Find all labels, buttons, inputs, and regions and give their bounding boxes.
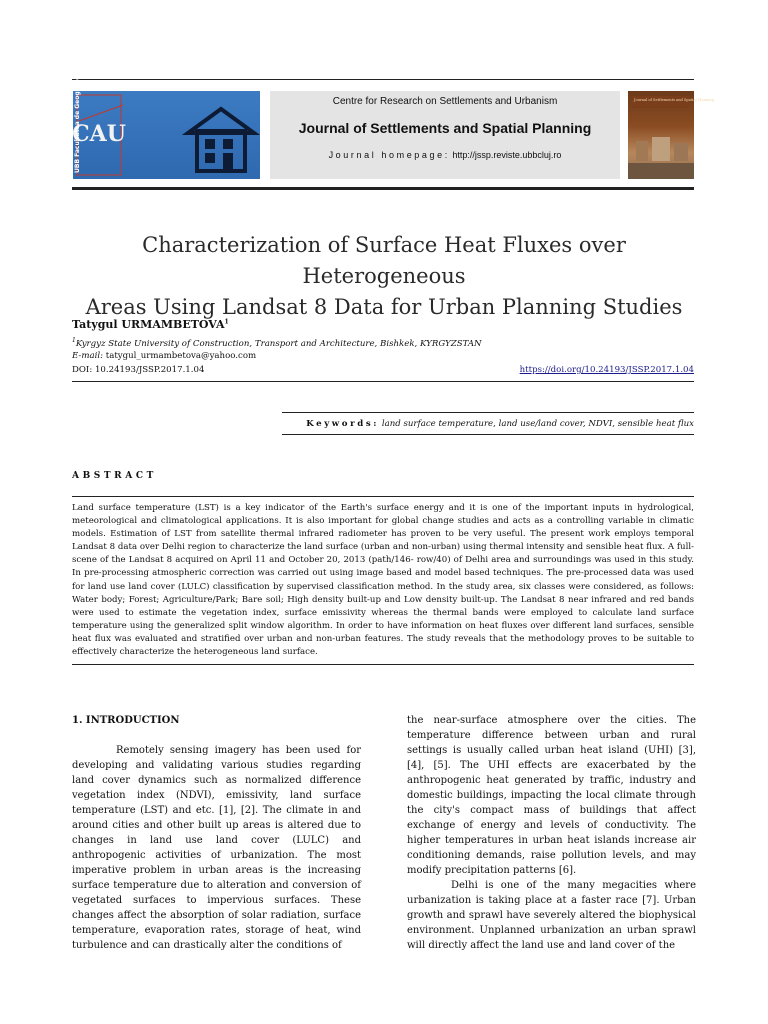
keywords [306,419,694,429]
abstract-top-rule [72,496,694,497]
section-heading-introduction: 1. INTRODUCTION [72,715,180,726]
homepage-url[interactable]: http://jssp.reviste.ubbcluj.ro [452,150,562,160]
intro-paragraph-1: Remotely sensing imagery has been used for developing and validating various studies regarding land cover dynamics such as normalized difference vegetation index (NDVI), emissivity, land surface temperature (LST) and etc. [1], [2]. The climate in and around cities and other built up areas is altered due to changes in land use land cover (LULC) and anthropogenic activities of urbanization. The most imperative problem in urban areas is the increasing surface temperature due to alteration and conversion of vegetated surfaces to impervious surfaces. These changes affect the absorption of solar radiation, surface temperature, evaporation rates, storage of heat, wind turbulence and can drastically alter the conditions of [72,745,361,951]
paper-title-line1: Characterization of Surface Heat Fluxes over Heterogeneous [142,233,626,288]
keywords-list: land surface temperature, land use/land cover, NDVI, sensible heat flux [381,419,694,429]
cau-logo-graphic [72,31,260,179]
author-superscript: 1 [224,318,229,326]
affiliation-superscript: 1 [72,337,76,344]
journal-header [270,91,620,179]
intro-paragraph-2: the near-surface atmosphere over the cities. The temperature difference between urban and rural settings is usually called urban heat island (UHI) [3], [4], [5]. The UHI effects are exacerbated by the anthropogenic heat generated by traffic, industry and domestic buildings, impacting the local climate through the city's compact mass of buildings that affect exchange of energy and levels of conductivity. The higher temperatures in urban heat islands increase air conditioning demands, raise pollution levels, and may modify precipitation patterns [6]. [407,715,696,876]
paper-title-line2: Areas Using Landsat 8 Data for Urban Planning Studies [85,295,683,319]
keywords-top-rule [282,412,694,413]
journal-homepage [270,150,620,160]
header-top-rule [72,79,694,80]
house-icon [188,109,254,171]
journal-cover-image [628,91,714,179]
homepage-label: Journal homepage: [328,150,450,160]
abstract-text: Land surface temperature (LST) is a key indicator of the Earth's surface energy and it is one of the important inputs in hydrological, meteorological and climatological applications. It is also important for global change studies and acts as a controlling variable in climatic models. Estimation of LST from satellite thermal infrared radiometer has proven to be very useful. The present work employs temporal Landsat 8 data over Delhi region to characterize the land surface (urban and non-urban) using thermal intensity and sensible heat flux. A full-scene of the Landsat 8 acquired on April 11 and October 20, 2013 (path/146- row/40) of Delhi area and surroundings was used in this study. In pre-processing atmospheric correction was carried out using image based and model based techniques. The pre-processed data was used for land use land cover (LULC) classification by supervised classification method. In the study area, six classes were considered, as follows: Water body; Forest; Agriculture/Park; Bare soil; High density built-up and Low density built-up. The Landsat 8 near infrared and red bands were used to estimate the vegetation index, surface emissivity whereas the thermal bands were employed to calculate land surface temperature using the generalized split window algorithm. In order to have information on heat fluxes over different land surfaces, sensible heat flux was evaluated and stratified over urban and non-urban features. The study reveals that the methodology proves to be suitable to effectively characterize the heterogeneous land surface. [72,503,694,658]
keywords-label: Keywords: [306,419,380,429]
doi-link[interactable]: https://doi.org/10.24193/JSSP.2017.1.04 [519,365,694,375]
author-name: Tatygul URMAMBETOVA$^1$ [72,318,229,331]
header-bottom-rule [72,187,694,190]
abstract-heading: ABSTRACT [72,471,157,481]
author-email [72,351,256,361]
author-affiliation: $^1$Kyrgyz State University of Construction, Transport and Architecture, Bishkek, KYRGYZSTAN [72,337,482,349]
intro-paragraph-3: Delhi is one of the many megacities where urbanization is taking place at a faster race [7]. Urban growth and sprawl have severely altered the biophysical environment. Unplanned urbanization an urban sprawl will directly affect the land use and land cover of the [407,880,696,951]
cau-logo-caption: UBB Facultatea de Geografie, Cluj-Napoca [74,31,81,173]
cover-title: Journal of Settlements and Spatial Planning [634,98,714,102]
email-address[interactable]: tatygul_urmambetova@yahoo.com [105,351,257,361]
doi-text: DOI: 10.24193/JSSP.2017.1.04 [72,365,205,375]
cau-logo-text: CAU [72,121,126,147]
cau-logo [72,31,260,179]
author-rule [72,381,694,382]
keywords-bottom-rule [282,434,694,435]
research-centre: Centre for Research on Settlements and Urbanism [332,96,558,107]
body-right-column [407,713,696,953]
email-label: E-mail: [72,351,104,361]
body-left-column [72,713,361,953]
journal-title: Journal of Settlements and Spatial Planning [298,120,592,136]
abstract-bottom-rule [72,664,694,665]
